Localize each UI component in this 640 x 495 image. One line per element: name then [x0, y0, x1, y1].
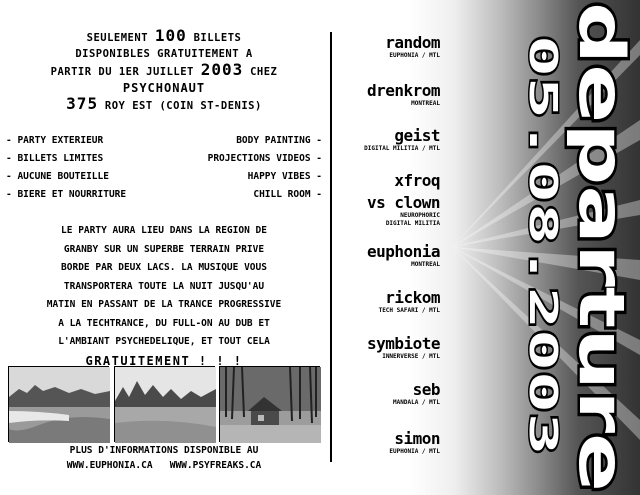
act-label: INNERVERSE / MTL: [382, 353, 440, 360]
act-symbiote: [367, 335, 440, 361]
intro-text: BILLETS: [193, 32, 242, 44]
act-label: DIGITAL MILITIA / MTL: [364, 145, 440, 152]
year-text: 2003: [200, 60, 244, 79]
act-name: xfroq: [394, 171, 440, 190]
feature-row: [6, 168, 322, 186]
act-label: NEUROPHORIC: [400, 212, 440, 219]
act-rickom: [379, 289, 440, 315]
act-label: MONTREAL: [411, 261, 440, 268]
description-line: A LA TECHTRANCE, DU FULL-ON AU DUB ET: [58, 317, 270, 329]
act-name: random: [385, 33, 440, 52]
act-geist: [364, 127, 440, 153]
feature-row: [6, 186, 322, 204]
act-drenkrom: [367, 82, 440, 108]
act-label: EUPHONIA / MTL: [389, 52, 440, 59]
feature-item: - BIERE ET NOURRITURE: [6, 189, 127, 200]
psyfreaks-link[interactable]: WWW.PSYFREAKS.CA: [169, 460, 262, 471]
intro-text: DISPONIBLES GRATUITEMENT A: [75, 48, 253, 60]
act-label: TECH SAFARI / MTL: [378, 307, 440, 314]
lineup-list: [332, 0, 440, 495]
act-name: geist: [394, 126, 440, 145]
act-simon: [389, 430, 440, 456]
footer-text: PLUS D'INFORMATIONS DISPONIBLE AU: [69, 445, 259, 456]
act-euphonia: [367, 243, 440, 269]
date-text: 05.08.2003: [521, 35, 565, 264]
intro-text: SEULEMENT: [86, 32, 149, 44]
feature-item: HAPPY VIBES -: [247, 171, 322, 182]
features-list: [6, 132, 322, 204]
act-clown: [367, 194, 440, 228]
intro-text: CHEZ: [250, 66, 278, 78]
description-line: L'AMBIANT PSYCHEDELIQUE, ET TOUT CELA: [58, 336, 270, 347]
ticket-info: [0, 28, 328, 114]
act-xfroq: [394, 172, 440, 190]
event-date: [520, 35, 565, 455]
act-name: drenkrom: [366, 81, 440, 100]
event-title: [566, 0, 640, 495]
feature-item: PROJECTIONS VIDEOS -: [207, 153, 322, 164]
act-name: seb: [412, 380, 440, 399]
feature-item: CHILL ROOM -: [253, 189, 322, 200]
description-line: LE PARTY AURA LIEU DANS LA REGION DE: [61, 225, 267, 236]
description-line: BORDE PAR DEUX LACS. LA MUSIQUE VOUS: [61, 262, 267, 273]
feature-row: [6, 150, 322, 168]
venue-name: PSYCHONAUT: [122, 81, 206, 95]
description-line: MATIN EN PASSANT DE LA TRANCE PROGRESSIVE: [46, 299, 282, 310]
feature-row: [6, 132, 322, 150]
footer-info: [0, 443, 328, 473]
act-name: rickom: [385, 288, 440, 307]
free-label: GRATUITEMENT ! ! !: [85, 353, 243, 368]
act-random: [385, 34, 440, 60]
intro-text: PARTIR DU 1ER JUILLET: [50, 66, 194, 78]
act-label: DIGITAL MILITIA: [385, 220, 440, 227]
address-number: 375: [66, 94, 99, 113]
ticket-count: 100: [154, 26, 187, 45]
act-label: EUPHONIA / MTL: [389, 448, 440, 455]
description: [6, 222, 322, 370]
title-text: departure: [565, 2, 638, 352]
description-line: GRANBY SUR UN SUPERBE TERRAIN PRIVE: [63, 243, 265, 255]
feature-item: BODY PAINTING -: [236, 135, 322, 146]
act-name: symbiote: [366, 334, 440, 353]
act-name: euphonia: [366, 242, 440, 261]
description-line: TRANSPORTERA TOUTE LA NUIT JUSQU'AU: [63, 280, 265, 292]
feature-item: - AUCUNE BOUTEILLE: [6, 171, 109, 182]
lake-photo: [8, 366, 109, 442]
act-seb: [393, 381, 440, 407]
act-name: simon: [394, 429, 440, 448]
photo-strip: [8, 366, 320, 442]
address-street: ROY EST (COIN ST-DENIS): [104, 100, 262, 112]
act-label: MONTREAL: [411, 100, 440, 107]
euphonia-link[interactable]: WWW.EUPHONIA.CA: [66, 460, 153, 471]
cabin-photo: [219, 366, 320, 442]
act-name: vs clown: [366, 193, 440, 212]
feature-item: - PARTY EXTERIEUR: [6, 135, 104, 146]
act-label: MANDALA / MTL: [393, 399, 440, 406]
feature-item: - BILLETS LIMITES: [6, 153, 104, 164]
field-photo: [114, 366, 215, 442]
